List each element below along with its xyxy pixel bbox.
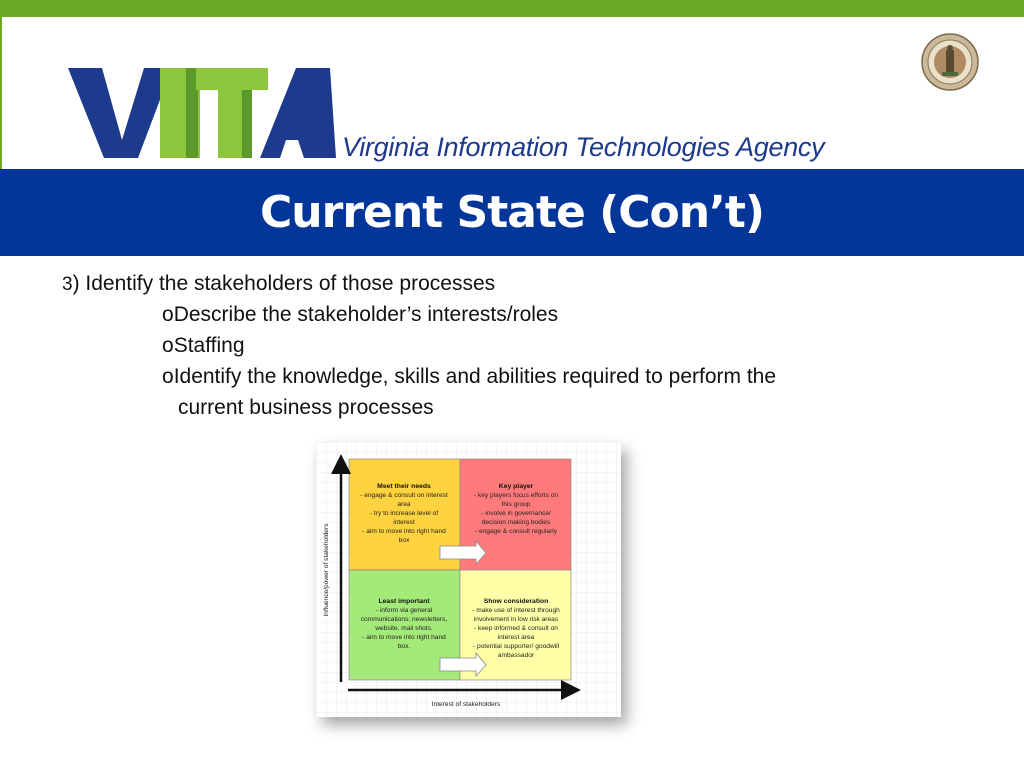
quadrant-line: - keep informed & consult on — [474, 625, 558, 632]
y-axis-label: Influence/power of stakeholders — [323, 523, 330, 617]
quadrant-line: - potential supporter/ goodwill — [472, 643, 560, 650]
left-green-edge — [0, 17, 2, 169]
bullet-marker: o — [162, 365, 174, 388]
quadrant-title: Meet their needs — [377, 483, 431, 490]
bullet-marker: o — [162, 303, 174, 326]
quadrant-line: area — [397, 501, 411, 508]
sub-bullet-text: Staffing — [173, 334, 245, 357]
quadrant-line: - engage & consult regularly — [474, 528, 558, 535]
quadrant-line: decision making bodies — [481, 519, 551, 526]
quadrant-line: - aim to move into right hand — [362, 634, 446, 641]
step-number: 3 — [62, 274, 73, 295]
x-axis-label: Interest of stakeholders — [431, 701, 501, 708]
quadrant-line: involvement in low risk areas — [473, 616, 559, 623]
quadrant-line: - key players focus efforts on — [473, 492, 559, 499]
stakeholder-matrix — [316, 442, 621, 717]
sub-bullet — [162, 299, 558, 330]
quadrant-line: interest — [393, 519, 415, 526]
quadrant-line: - try to increase level of — [369, 510, 439, 517]
quadrant-line: this group — [501, 501, 531, 508]
quadrant-line: box. — [397, 643, 411, 650]
slide-title: Current State (Con’t) — [260, 187, 764, 238]
quadrant-line: - aim to move into right hand — [362, 528, 446, 535]
title-bar — [0, 169, 1024, 256]
sub-bullet-text: Identify the knowledge, skills and abilities required to perform the — [173, 365, 777, 388]
quadrant-line: - engage & consult on interest — [360, 492, 448, 499]
quadrant-line: communications: newsletters, — [360, 616, 448, 623]
quadrant-title: Key player — [498, 483, 534, 490]
quadrant-line: interest area — [497, 634, 535, 641]
sub-bullet-text: Describe the stakeholder’s interests/roles — [173, 303, 559, 326]
agency-name: Virginia Information Technologies Agency — [342, 132, 825, 162]
quadrant-line: box — [398, 537, 410, 544]
quadrant-line: - inform via general — [375, 607, 433, 614]
quadrant-line: - make use of interest through — [472, 607, 560, 614]
step-line — [62, 268, 495, 300]
top-green-stripe — [0, 0, 1024, 17]
step-text: ) Identify the stakeholders of those processes — [72, 272, 496, 295]
quadrant-title: Least important — [378, 598, 430, 605]
bullet-marker: o — [162, 334, 174, 357]
quadrant-line: - involve in governance/ — [481, 510, 551, 517]
quadrant-line: website, mail shots. — [375, 625, 433, 632]
sub-bullet — [162, 361, 776, 392]
vita-logo — [60, 60, 340, 164]
virginia-state-seal-icon — [920, 32, 980, 92]
quadrant-title: Show consideration — [483, 598, 549, 605]
sub-bullet — [162, 330, 245, 361]
quadrant-line: ambassador — [497, 652, 535, 659]
sub-bullet-continuation: current business processes — [178, 396, 434, 419]
